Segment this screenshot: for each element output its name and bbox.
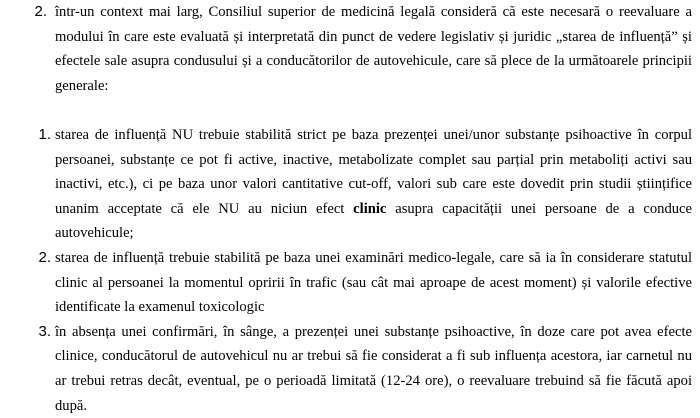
- intro-number: 2.: [34, 3, 47, 20]
- principle-3-number: 3.: [38, 322, 51, 340]
- intro-paragraph: [34, 0, 692, 98]
- principle-item-1: [38, 123, 692, 246]
- intro-text: într-un context mai larg, Consiliul superior de medicină legală consideră că este necesară o reevaluare a modului în care este evaluată și interpretată din punct de vedere legislativ și juridic „starea de influență” și efectele sale asupra condusului și a conducătorilor de autovehicule, care să plece de la următoarele principii generale:: [55, 4, 692, 94]
- principle-2-text: starea de influență trebuie stabilită pe baza unei examinări medico-legale, care să ia în considerare statutul clinic al persoanei la momentul opririi în trafic (sau cât mai aproape de acest moment) și valorile efective identificate la examenul toxicologic: [55, 249, 692, 316]
- principle-item-3: [38, 320, 692, 418]
- principle-1-text-before: starea de influență NU trebuie stabilită strict pe baza prezenței unei/unor substanțe psihoactive în corpul persoanei, substanțe ce pot fi active, inactive, metabolizate complet sau parțial prin metaboliți activi sau inactivi, etc.), ci pe baza unor valori cantitative cut-off, valori sub care este dovedit prin studii științifice unanim acceptate că ele NU au niciun efect: [55, 127, 692, 217]
- principles-list: [38, 123, 692, 418]
- principle-1-number: 1.: [38, 126, 51, 143]
- principle-3-text: în absența unei confirmări, în sânge, a prezenței unei substanțe psihoactive, în doze care pot avea efecte clinice, conducătorul de autovehicul nu ar trebui să fie considerat a fi sub influența acestora, iar carnetul nu ar trebui retras decât, eventual, pe o perioadă limitată (12-24 ore), o reevaluare trebuind să fie făcută apoi după.: [55, 323, 692, 414]
- principle-2-number: 2.: [38, 248, 51, 266]
- principle-item-2: [38, 246, 692, 320]
- principle-1-text-after: asupra capacității unei persoane de a conduce autovehicule;: [55, 200, 692, 242]
- principle-1-bold-word: clinic: [353, 200, 387, 217]
